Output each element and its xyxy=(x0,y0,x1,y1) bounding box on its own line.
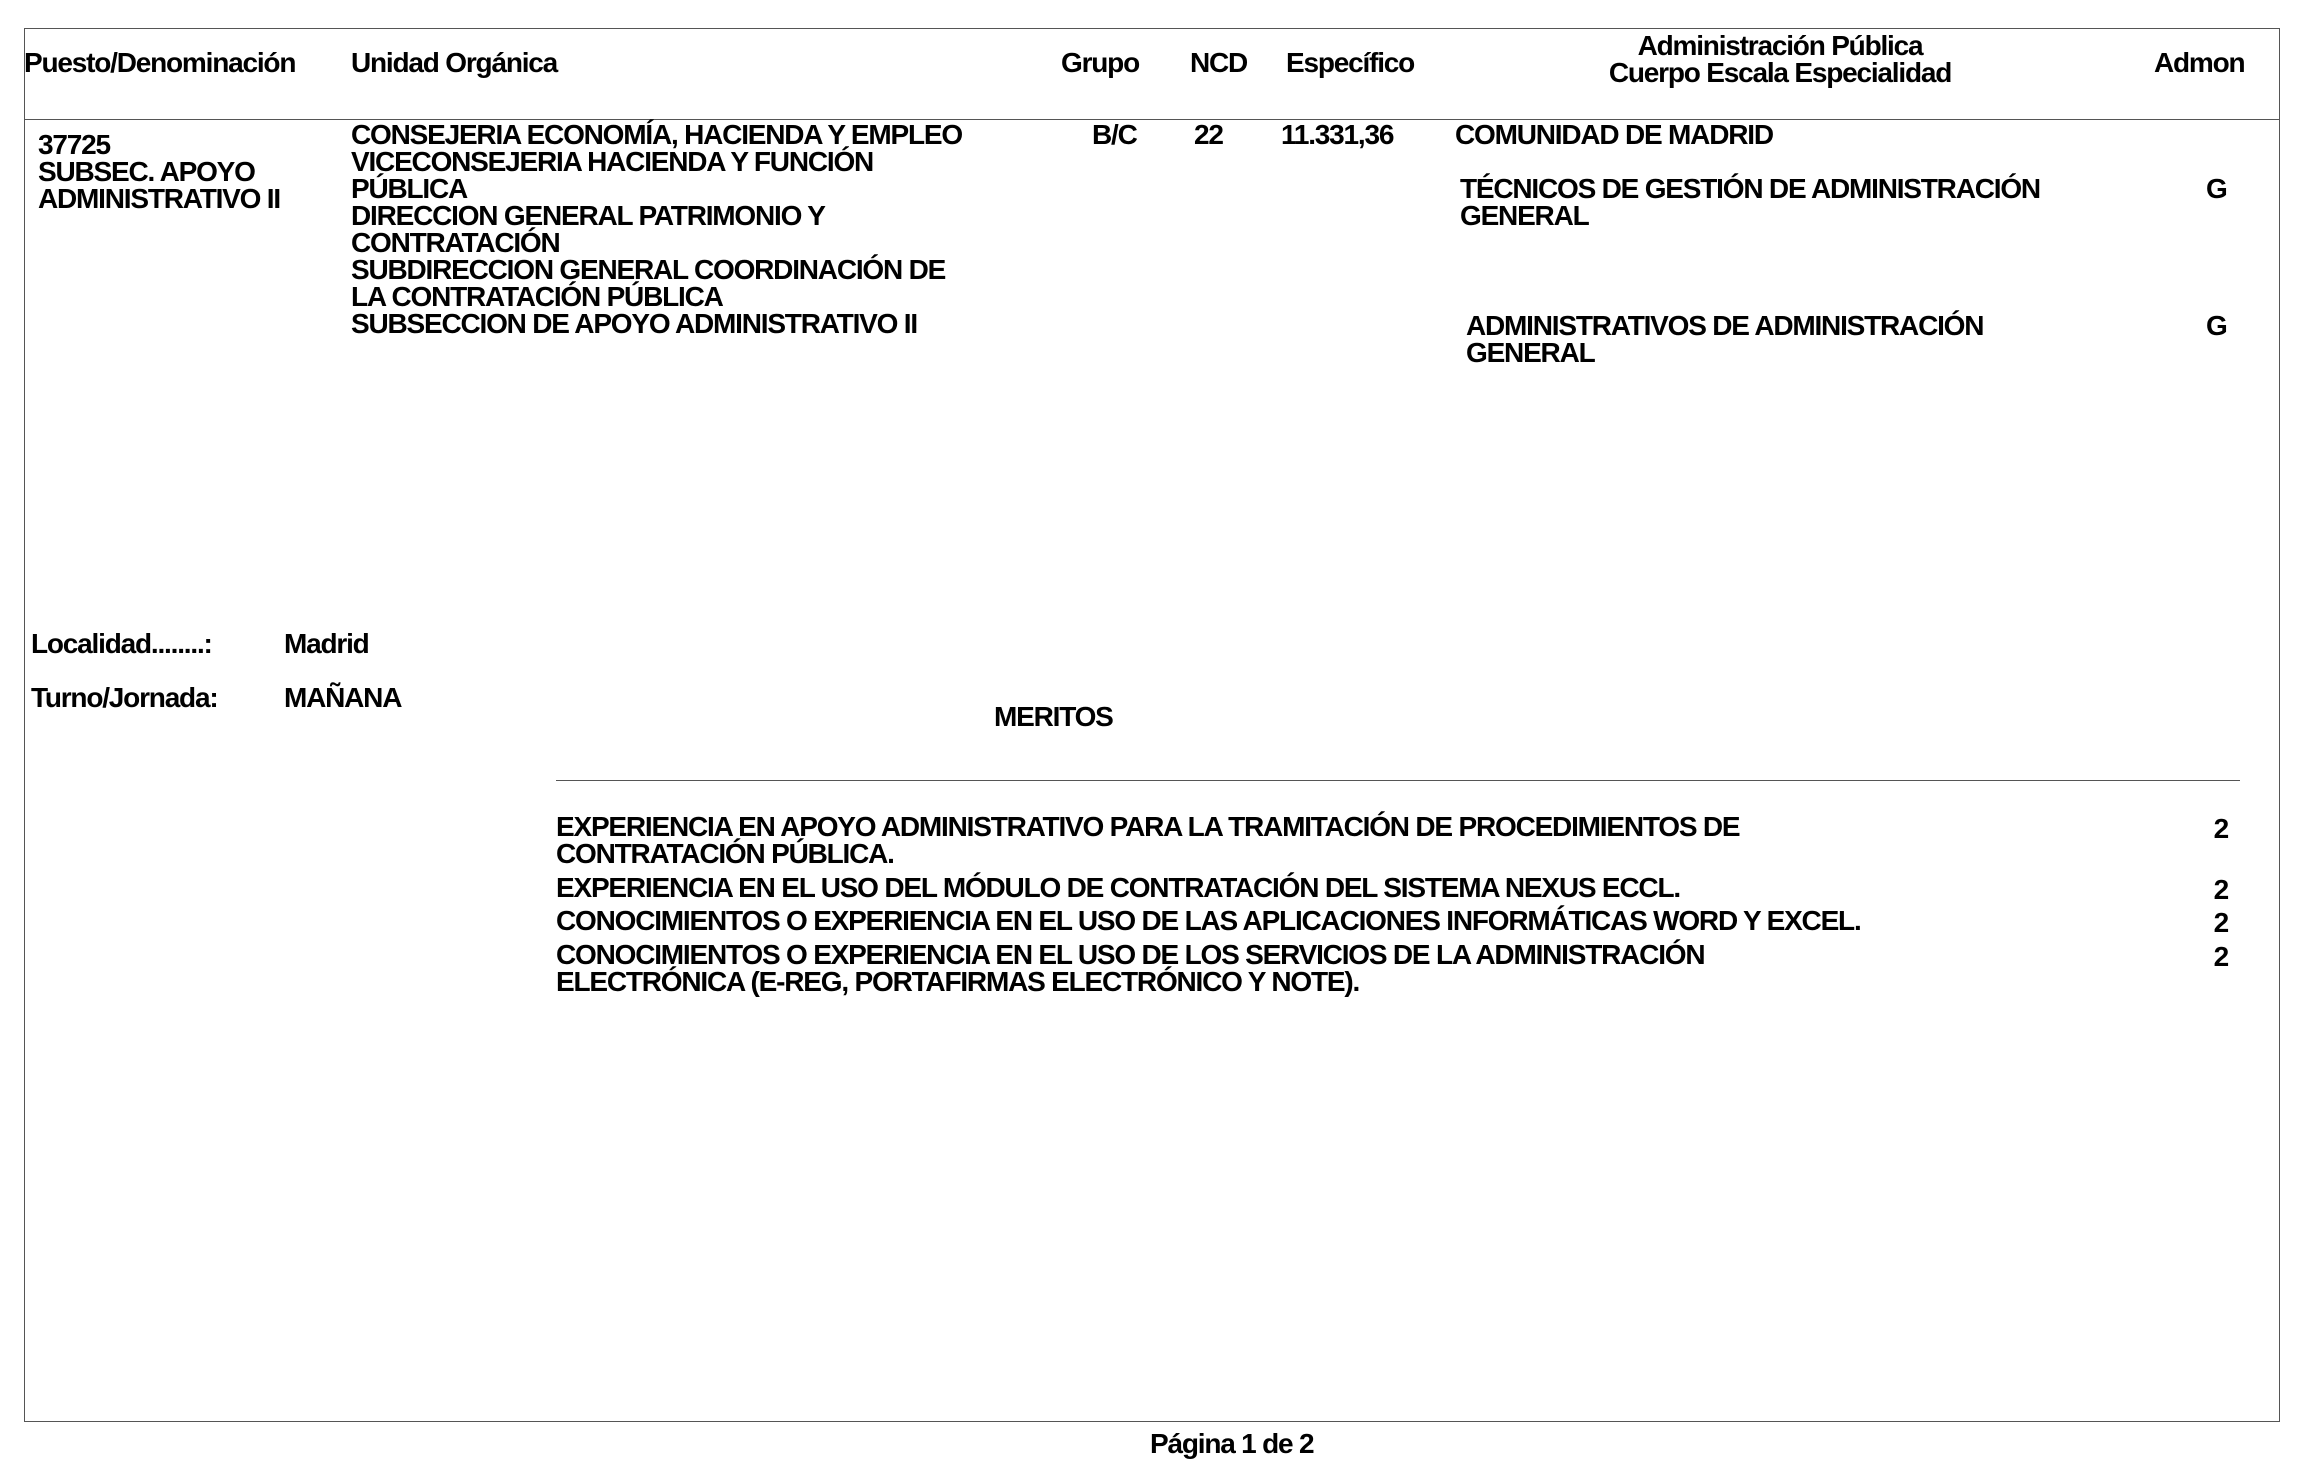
cuerpo-line2: GENERAL xyxy=(1466,337,1595,368)
especifico-value: 11.331,36 xyxy=(1281,119,1394,150)
turno-label: Turno/Jornada: xyxy=(31,682,218,713)
grupo-value: B/C xyxy=(1092,119,1137,150)
merito-points: 2 xyxy=(2213,813,2228,844)
header-admon: Admon xyxy=(2154,47,2245,78)
puesto-name-line2: ADMINISTRATIVO II xyxy=(38,183,280,214)
header-unidad: Unidad Orgánica xyxy=(351,47,558,78)
unidad-line: SUBDIRECCION GENERAL COORDINACIÓN DE xyxy=(351,254,946,285)
meritos-divider xyxy=(556,780,2240,781)
localidad-value: Madrid xyxy=(284,628,369,659)
cuerpo-line2: GENERAL xyxy=(1460,200,1589,231)
unidad-line: PÚBLICA xyxy=(351,173,468,204)
merito-text: CONOCIMIENTOS O EXPERIENCIA EN EL USO DE LOS SERVICIOS DE LA ADMINISTRACIÓN ELECTRÓNICA (E-REG, PORTAFIRMAS ELECTRÓNICO Y NOTE). xyxy=(556,939,1705,997)
header-cuerpo-escala: Cuerpo Escala Especialidad xyxy=(1608,57,1952,88)
merito-points: 2 xyxy=(2213,907,2228,938)
cuerpo-admon: G xyxy=(2206,310,2227,341)
cuerpo-line1: ADMINISTRATIVOS DE ADMINISTRACIÓN xyxy=(1466,310,1984,341)
merito-points: 2 xyxy=(2213,941,2228,972)
meritos-title: MERITOS xyxy=(994,701,1113,732)
ncd-value: 22 xyxy=(1194,119,1223,150)
cuerpo-admon: G xyxy=(2206,173,2227,204)
localidad-label: Localidad........: xyxy=(31,628,212,659)
unidad-line: CONSEJERIA ECONOMÍA, HACIENDA Y EMPLEO xyxy=(351,119,962,150)
puesto-code: 37725 xyxy=(38,129,110,160)
unidad-line: DIRECCION GENERAL PATRIMONIO Y xyxy=(351,200,825,231)
header-puesto: Puesto/Denominación xyxy=(24,47,296,78)
merito-points: 2 xyxy=(2213,874,2228,905)
unidad-line: VICECONSEJERIA HACIENDA Y FUNCIÓN xyxy=(351,146,874,177)
page-number: Página 1 de 2 xyxy=(1150,1428,1314,1459)
puesto-name-line1: SUBSEC. APOYO xyxy=(38,156,255,187)
unidad-line: SUBSECCION DE APOYO ADMINISTRATIVO II xyxy=(351,308,917,339)
merito-text: EXPERIENCIA EN EL USO DEL MÓDULO DE CONTRATACIÓN DEL SISTEMA NEXUS ECCL. xyxy=(556,872,1680,903)
header-especifico: Específico xyxy=(1286,47,1415,78)
merito-text: CONOCIMIENTOS O EXPERIENCIA EN EL USO DE LAS APLICACIONES INFORMÁTICAS WORD Y EXCEL. xyxy=(556,905,1861,936)
turno-value: MAÑANA xyxy=(284,682,402,713)
header-ncd: NCD xyxy=(1190,47,1248,78)
header-grupo: Grupo xyxy=(1061,47,1139,78)
unidad-line: CONTRATACIÓN xyxy=(351,227,560,258)
unidad-line: LA CONTRATACIÓN PÚBLICA xyxy=(351,281,723,312)
administracion-value: COMUNIDAD DE MADRID xyxy=(1455,119,1773,150)
merito-text: EXPERIENCIA EN APOYO ADMINISTRATIVO PARA LA TRAMITACIÓN DE PROCEDIMIENTOS DE CONTRATACIÓN PÚBLICA. xyxy=(556,811,1740,869)
cuerpo-line1: TÉCNICOS DE GESTIÓN DE ADMINISTRACIÓN xyxy=(1460,173,2040,204)
header-administracion: Administración Pública xyxy=(1637,30,1923,61)
